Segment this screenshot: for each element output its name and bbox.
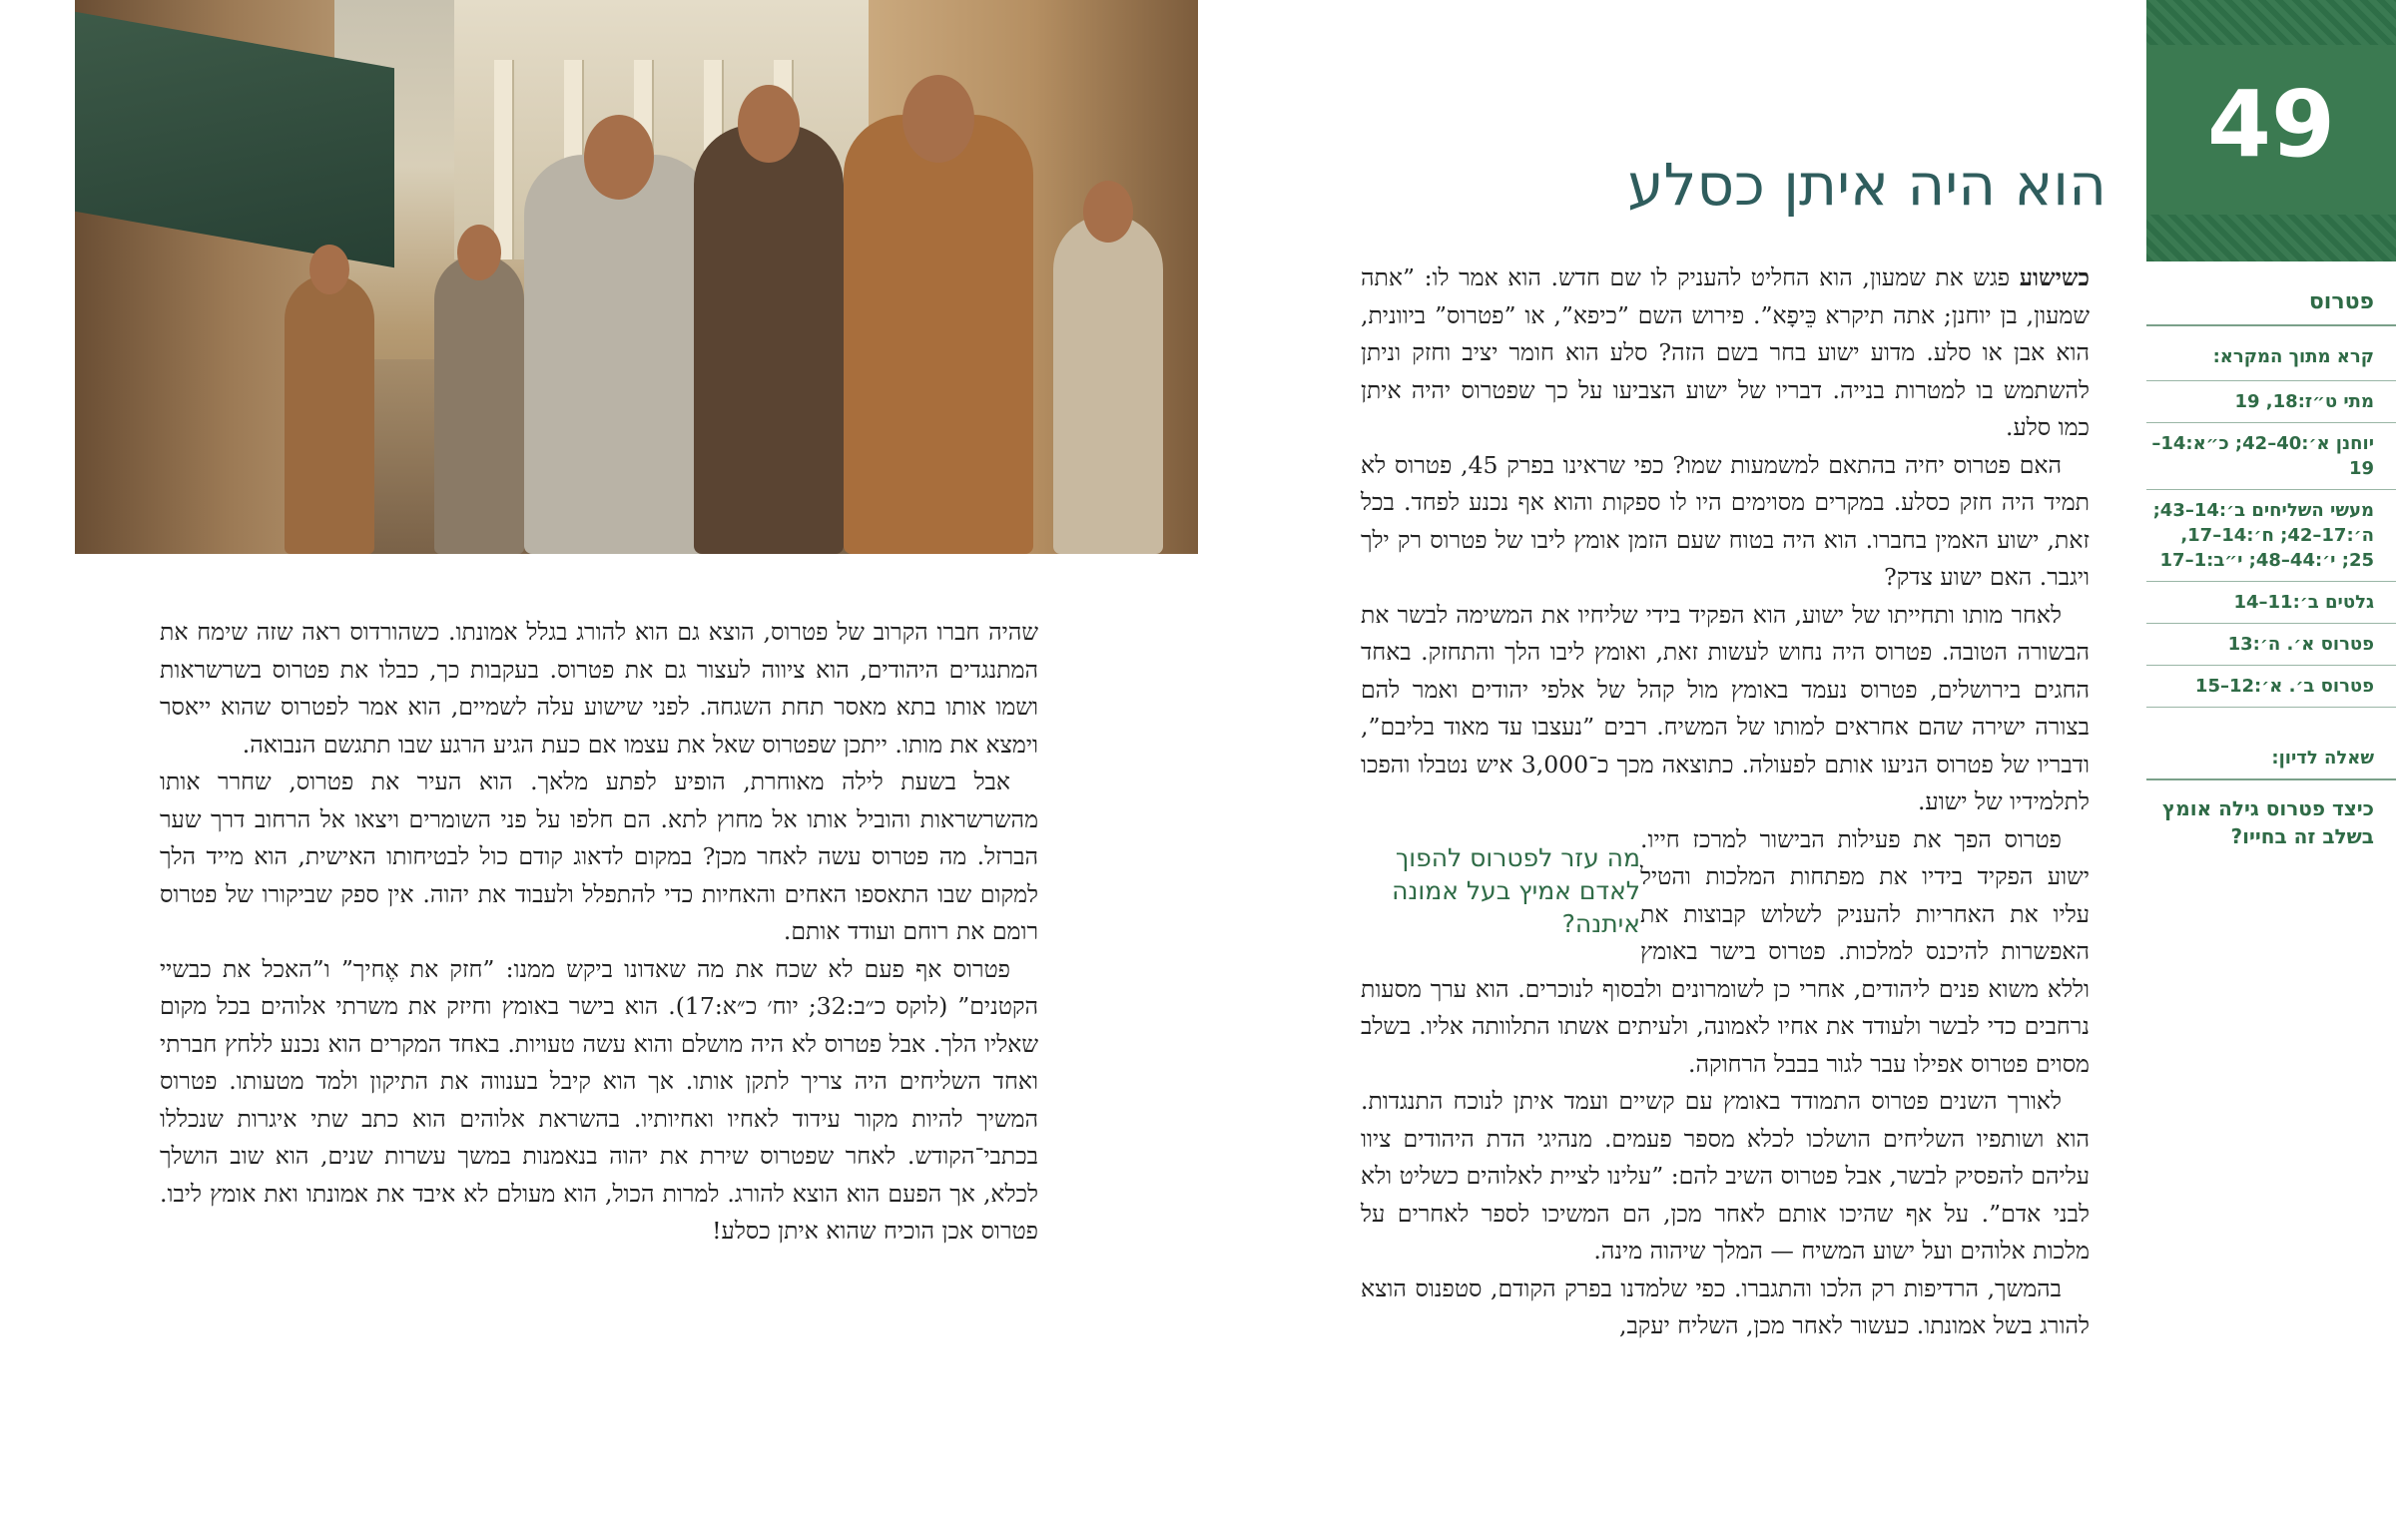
paragraph: בהמשך, הרדיפות רק הלכו והתגברו. כפי שלמדנו בפרק הקודם, סטפנוס הוצא להורג בשל אמונתו. כעשור לאחר מכן, השליח יעקב, (1361, 1274, 2090, 1339)
figure-background (434, 255, 524, 554)
right-page (1198, 0, 2396, 1540)
chapter-number-block (2146, 0, 2396, 261)
paragraph: אבל בשעת לילה מאוחרת, הופיע לפתע מלאך. הוא העיר את פטרוס, שחרר אותו מהשרשראות והוביל אותו אל מחוץ לתא. הם חלפו על פני השומרים ויצאו אל הרחוב דרך שער הברזל. מה פטרוס עשה לאחר מכן? במקום לדאוג קודם כול לבטיחותו האישית, הוא מייד הלך למקום שבו התאספו האחים והאחיות כדי להתפלל ולעבוד את יהוה. אין ספק שביקורו של פטרוס רומם את רוחם ועודד אותם. (160, 768, 1038, 945)
pullout-question: מה עזר לפטרוס להפוך לאדם אמיץ בעל אמונה איתנה? (1392, 842, 1640, 938)
chapter-number: 49 (2206, 71, 2336, 178)
lead-word: כשישוע (2019, 263, 2090, 291)
chapter-title: הוא היה איתן כסלע (1627, 151, 2106, 219)
sidebar-person: פטרוס (2146, 261, 2396, 326)
paragraph: פטרוס אף פעם לא שכח את מה שאדונו ביקש ממנו: ”חזק את אֶחיך” ו”האכל את כבשיי הקטנים” (לוקס כ״ב:32; יוח׳ כ״א:17). הוא בישר באומץ וחיזק את משרתי אלוהים בכל מקום שאליו הלך. אבל פטרוס לא היה מושלם והוא עשה טעויות. באחד המקרים הוא נכנע ללחץ חברתי ואחד השליחים היה צריך לתקן אותו. אך הוא קיבל בענווה את התיקון ולמד מטעותו. פטרוס המשיך להיות מקור עידוד לאחיו ואחיותיו. בהשראת אלוהים הוא כתב שתי איגרות שנכללו בכתבי־הקודש. לאחר שפטרוס שירת את יהוה בנאמנות במשך עשרות שנים, הוא שוב הושלך לכלא, אך הפעם הוא הוצא להורג. למרות הכול, הוא מעולם לא איבד את אמונתו ואת אומץ ליבו. פטרוס אכן הוכיח שהוא איתן כסלע! (160, 954, 1039, 1245)
figure-companion-1 (694, 125, 844, 554)
scripture-reference: פטרוס ב׳. א׳:12–15 (2146, 666, 2396, 708)
left-page-text (160, 614, 1038, 1251)
paragraph: כשישוע פגש את שמעון, הוא החליט להעניק לו שם חדש. הוא אמר לו: ”אתה שמעון, בן יוחנן; אתה תיקרא כֵּיפָא”. פירוש השם ”כיפא”, או ”פטרוס” ביוונית, הוא אבן או סלע. מדוע ישוע בחר בשם הזה? סלע הוא חומר יציב וחזק וניתן להשתמש בו למטרות בנייה. דבריו של ישוע הצביעו על כך שפטרוס יהיה איתן כמו סלע. (1361, 263, 2090, 441)
paragraph: פטרוס הפך את פעילות הבישור למרכז חייו. ישוע הפקיד בידיו את מפתחות המלכות והטיל עליו את האחריות להעניק לשלוש קבוצות את האפשרות להיכנס למלכות. פטרוס בישר באומץ וללא משוא פנים ליהודים, אחרי כן לשומרונים ולבסוף לנוכרים. הוא ערך מסעות נרחבים כדי לבשר ולעודד את אחיו לאמונה, ולעיתים אשתו התלוותה אליו. בשלב מסוים פטרוס אפילו עבר לגור בבבל הרחוקה. (1361, 824, 2090, 1078)
figure-right (1053, 215, 1163, 554)
scripture-reference: יוחנן א׳:40–42; כ״א:14–19 (2146, 423, 2396, 490)
scripture-reference: מעשי השליחים ב׳:14–43; ה׳:17–42; ח׳:14–17, 25; י׳:44–48; י״ב:1–17 (2146, 490, 2396, 582)
figure-peter (524, 155, 714, 554)
right-page-text (1361, 259, 2090, 1345)
scripture-reference: גלטים ב׳:11–14 (2146, 582, 2396, 624)
scripture-reference: פטרוס א׳. ה׳:13 (2146, 624, 2396, 666)
discussion-question: כיצד פטרוס גילה אומץ בשלב זה בחייו? (2162, 796, 2374, 848)
discussion-question-label: שאלה לדיון: (2146, 708, 2396, 780)
figure-companion-2 (844, 115, 1033, 554)
figure-market-woman (285, 274, 374, 554)
sidebar (2146, 261, 2396, 850)
sidebar-read-label: קרא מתוך המקרא: (2146, 326, 2396, 381)
paragraph: שהיה חברו הקרוב של פטרוס, הוצא גם הוא להורג בגלל אמונתו. כשהורדוס ראה שזה שימח את המתנגדים היהודים, הוא ציווה לעצור גם את פטרוס. בעקבות כך, כבלו את פטרוס בשרשראות ושמו אותו בתא מאסר תחת השגחה. לפני שישוע עלה לשמיים, הוא אמר לפטרוס שהוא ייאסר וימצא את מותו. ייתכן שפטרוס שאל את עצמו אם כעת הגיע הרגע שבו תתגשם הנבואה. (160, 618, 1038, 759)
paragraph: האם פטרוס יחיה בהתאם למשמעות שמו? כפי שראינו בפרק 45, פטרוס לא תמיד היה חזק כסלע. במקרים מסוימים היו לו ספקות והוא אף נכנע לפחד. בכל זאת, ישוע האמין בחברו. הוא היה בטוח שעם הזמן אומץ ליבו של פטרוס רק ילך ויגבר. האם ישוע צדק? (1361, 450, 2090, 591)
paragraph: לאורך השנים פטרוס התמודד באומץ עם קשיים ועמד איתן לנוכח התנגדות. הוא ושותפיו השליחים הושלכו לכלא מספר פעמים. מנהיגי הדת היהודים ציוו עליהם להפסיק לבשר, אבל פטרוס השיב להם: ”עלינו לציית לאלוהים כשליט ולא לבני אדם”. על אף שהיכו אותם לאחר מכן, הם המשיכו לספר לאחרים על מלכות אלוהים ועל ישוע המשיח — המלך שיהוה מינה. (1361, 1087, 2090, 1265)
paragraph: לאחר מותו ותחייתו של ישוע, הוא הפקיד בידי שליחיו את המשימה לבשר את הבשורה הטובה. פטרוס היה נחוש לעשות זאת, ואומץ ליבו הלך והתחזק. באחד החגים בירושלים, פטרוס נעמד באומץ מול קהל של אלפי יהודים ואמר להם בצורה ישירה שהם אחראים למותו של המשיח. רבים ”נעצבו עד מאוד בליבם”, ודבריו של פטרוס הניעו אותם לפעולה. כתוצאה מכך כ־3,000 איש נטבלו והפכו לתלמידיו של ישוע. (1361, 600, 2090, 815)
scripture-reference: מתי ט״ז:18, 19 (2146, 381, 2396, 423)
illustration-peter-walking (75, 0, 1198, 554)
